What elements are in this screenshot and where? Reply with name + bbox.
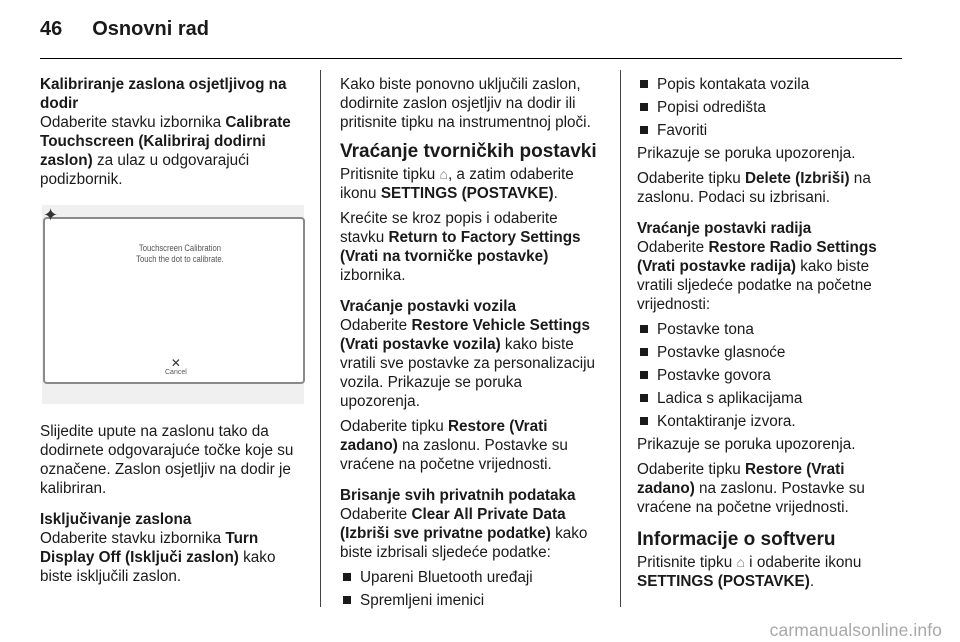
paragraph-vehicle: Odaberite Restore Vehicle Settings (Vrati postavke vozila) kako biste vratili sve postavke za personalizaciju vozila. Prikazuje se poruka upozorenja.	[340, 317, 596, 410]
section-title-vehicle: Vraćanje postavki vozila	[340, 298, 517, 315]
list-item: Favoriti	[637, 121, 903, 140]
paragraph-software: Pritisnite tipku ⌂ i odaberite ikonu SETTINGS (POSTAVKE).	[637, 554, 862, 590]
settings-icon-label: SETTINGS (POSTAVKE)	[380, 185, 554, 202]
section-title-radio: Vraćanje postavki radija	[637, 220, 812, 237]
column-2	[340, 75, 606, 614]
paragraph-radio: Odaberite Restore Radio Settings (Vrati postavke radija) kako biste vratili sljedeće podatke na početne vrijednosti:	[637, 239, 877, 313]
column-1	[40, 75, 306, 592]
list-item: Popisi odredišta	[637, 98, 903, 117]
menu-item-clear-private: Clear All Private Data (Izbriši sve privatne podatke)	[340, 506, 566, 542]
paragraph-follow-instructions: Slijedite upute na zaslonu tako da dodirnete odgovarajuće točke koje su označene. Zaslon osjetljiv na dodir je kalibriran.	[40, 423, 294, 497]
menu-item-calibrate: Calibrate Touchscreen (Kalibriraj dodirni zaslon)	[40, 114, 291, 169]
menu-item-restore-radio: Restore Radio Settings (Vrati postavke radija)	[637, 239, 877, 275]
home-icon: ⌂	[439, 166, 448, 182]
button-label-restore: Restore (Vrati zadano)	[340, 418, 548, 454]
paragraph-factory-1: Pritisnite tipku ⌂, a zatim odaberite ikonu SETTINGS (POSTAVKE).	[340, 166, 574, 202]
section-title-calibrate: Kalibriranje zaslona osjetljivog na dodir	[40, 76, 287, 112]
paragraph-display-off: Odaberite stavku izbornika Turn Display Off (Isključi zaslon) kako biste isključili zaslon.	[40, 530, 276, 585]
watermark: carmanualsonline.info	[769, 620, 942, 640]
column-3	[637, 75, 903, 597]
header-rule	[40, 58, 902, 59]
paragraph-factory-2: Krećite se kroz popis i odaberite stavku Return to Factory Settings (Vrati na tvorničke postavke) izbornika.	[340, 210, 581, 284]
column-divider-2	[620, 70, 621, 607]
list-item: Postavke govora	[637, 366, 903, 385]
home-icon: ⌂	[736, 554, 745, 570]
section-title-display-off: Isključivanje zaslona	[40, 511, 192, 528]
section-title-private-data: Brisanje svih privatnih podataka	[340, 487, 576, 504]
cancel-button	[165, 358, 187, 377]
list-item: Popis kontakata vozila	[637, 75, 903, 94]
calibration-screenshot	[42, 205, 304, 404]
button-label-delete: Delete (Izbriši)	[745, 170, 850, 187]
list-item: Ladica s aplikacijama	[637, 389, 903, 408]
page-number: 46	[40, 18, 63, 40]
paragraph-delete: Odaberite tipku Delete (Izbriši) na zaslonu. Podaci su izbrisani.	[637, 170, 871, 206]
calibration-instruction: Touch the dot to calibrate.	[136, 254, 224, 264]
list-item: Postavke glasnoće	[637, 343, 903, 362]
menu-item-restore-vehicle: Restore Vehicle Settings (Vrati postavke vozila)	[340, 317, 590, 353]
column-divider-1	[320, 70, 321, 607]
list-item: Kontaktiranje izvora.	[637, 412, 903, 431]
cancel-label: Cancel	[165, 369, 187, 376]
crosshair-icon: ✦	[43, 205, 59, 225]
paragraph-vehicle-restore: Odaberite tipku Restore (Vrati zadano) na zaslonu. Postavke su vraćene na početne vrijednosti.	[340, 418, 568, 473]
settings-icon-label: SETTINGS (POSTAVKE)	[637, 573, 810, 590]
touchscreen-frame	[43, 205, 305, 384]
warning-message-text: Prikazuje se poruka upozorenja.	[637, 436, 856, 453]
heading-software-info: Informacije o softveru	[637, 529, 836, 550]
menu-item-return-factory: Return to Factory Settings (Vrati na tvorničke postavke)	[340, 229, 581, 265]
calibration-heading: Touchscreen Calibration	[138, 243, 221, 253]
paragraph-restore-radio: Odaberite tipku Restore (Vrati zadano) na zaslonu. Postavke su vraćene na početne vrijednosti.	[637, 461, 865, 516]
button-label-restore: Restore (Vrati zadano)	[637, 461, 845, 497]
page-title: Osnovni rad	[92, 18, 209, 40]
paragraph-calibrate: Odaberite stavku izbornika Calibrate Touchscreen (Kalibriraj dodirni zaslon) za ulaz u odgovarajući podizbornik.	[40, 114, 291, 188]
paragraph-turn-on: Kako biste ponovno uključili zaslon, dodirnite zaslon osjetljiv na dodir ili pritisnite tipku na instrumentnoj ploči.	[340, 76, 591, 131]
list-item: Postavke tona	[637, 320, 903, 339]
page-header	[40, 18, 209, 41]
private-data-list	[340, 568, 606, 610]
menu-item-display-off: Turn Display Off (Isključi zaslon)	[40, 530, 259, 566]
paragraph-private-data: Odaberite Clear All Private Data (Izbriši sve privatne podatke) kako biste izbrisali sljedeće podatke:	[340, 506, 588, 561]
list-item: Upareni Bluetooth uređaji	[340, 568, 606, 587]
heading-factory-settings: Vraćanje tvorničkih postavki	[340, 141, 597, 162]
private-data-list-cont	[637, 75, 903, 140]
list-item: Spremljeni imenici	[340, 591, 606, 610]
warning-message-text: Prikazuje se poruka upozorenja.	[637, 145, 856, 162]
close-icon: ✕	[170, 356, 181, 370]
radio-settings-list	[637, 320, 903, 431]
